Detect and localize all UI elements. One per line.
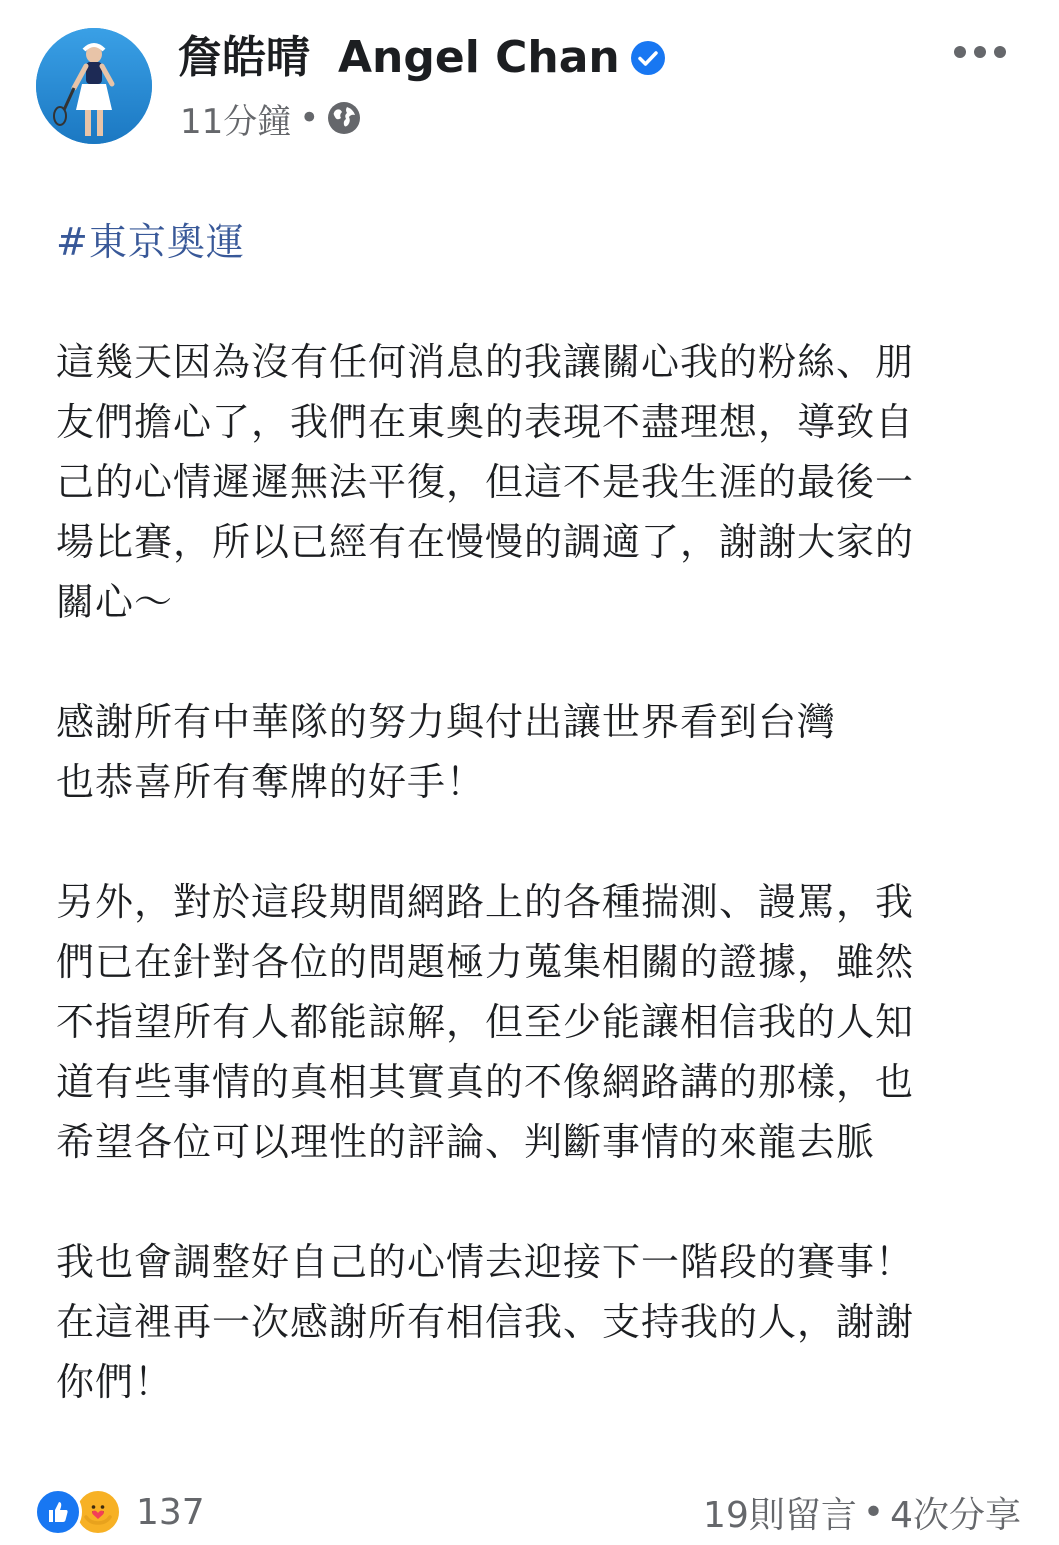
like-icon [34, 1488, 82, 1536]
shares-count[interactable]: 4次分享 [890, 1494, 1021, 1536]
post-paragraph-2: 感謝所有中華隊的努力與付出讓世界看到台灣 也恭喜所有奪牌的好手！ [56, 700, 837, 804]
post-body [56, 212, 986, 1412]
reactions-summary[interactable] [34, 1486, 205, 1538]
author-avatar[interactable] [36, 28, 152, 144]
stats-separator: • [862, 1491, 885, 1533]
post-timestamp[interactable]: 11分鐘 [180, 101, 292, 142]
post-paragraph-3: 另外，對於這段期間網路上的各種揣測、謾罵，我 們已在針對各位的問題極力蒐集相關的證據，雖然 不指望所有人都能諒解，但至少能讓相信我的人知 道有些事情的真相其實真的不像網路講的那樣，也 希望各位可以理性的評論、判斷事情的來龍去脈 [56, 880, 915, 1164]
comments-count[interactable]: 19則留言 [703, 1494, 857, 1536]
post-paragraph-4: 我也會調整好自己的心情去迎接下一階段的賽事！ 在這裡再一次感謝所有相信我、支持我的人，謝謝 你們！ [56, 1240, 915, 1404]
globe-icon[interactable] [327, 101, 361, 135]
post-footer [0, 1480, 1059, 1544]
more-options-icon[interactable] [948, 30, 1012, 74]
reaction-count: 137 [136, 1491, 205, 1533]
post-header [0, 0, 1059, 160]
avatar-image [36, 28, 152, 144]
post-meta [180, 94, 361, 142]
post-paragraph-1: 這幾天因為沒有任何消息的我讓關心我的粉絲、朋 友們擔心了，我們在東奧的表現不盡理想，導致自 己的心情遲遲無法平復，但這不是我生涯的最後一 場比賽，所以已經有在慢慢的調適了，謝謝大家的 關心～ [56, 340, 915, 624]
author-name-zh[interactable]: 詹皓晴 [178, 32, 310, 83]
author-name-en[interactable]: Angel Chan [338, 32, 620, 83]
verified-badge-icon [630, 40, 666, 76]
hashtag-link[interactable]: #東京奧運 [56, 220, 245, 264]
meta-separator: • [299, 98, 320, 138]
engagement-stats [703, 1486, 1021, 1538]
author-name[interactable] [178, 28, 666, 88]
